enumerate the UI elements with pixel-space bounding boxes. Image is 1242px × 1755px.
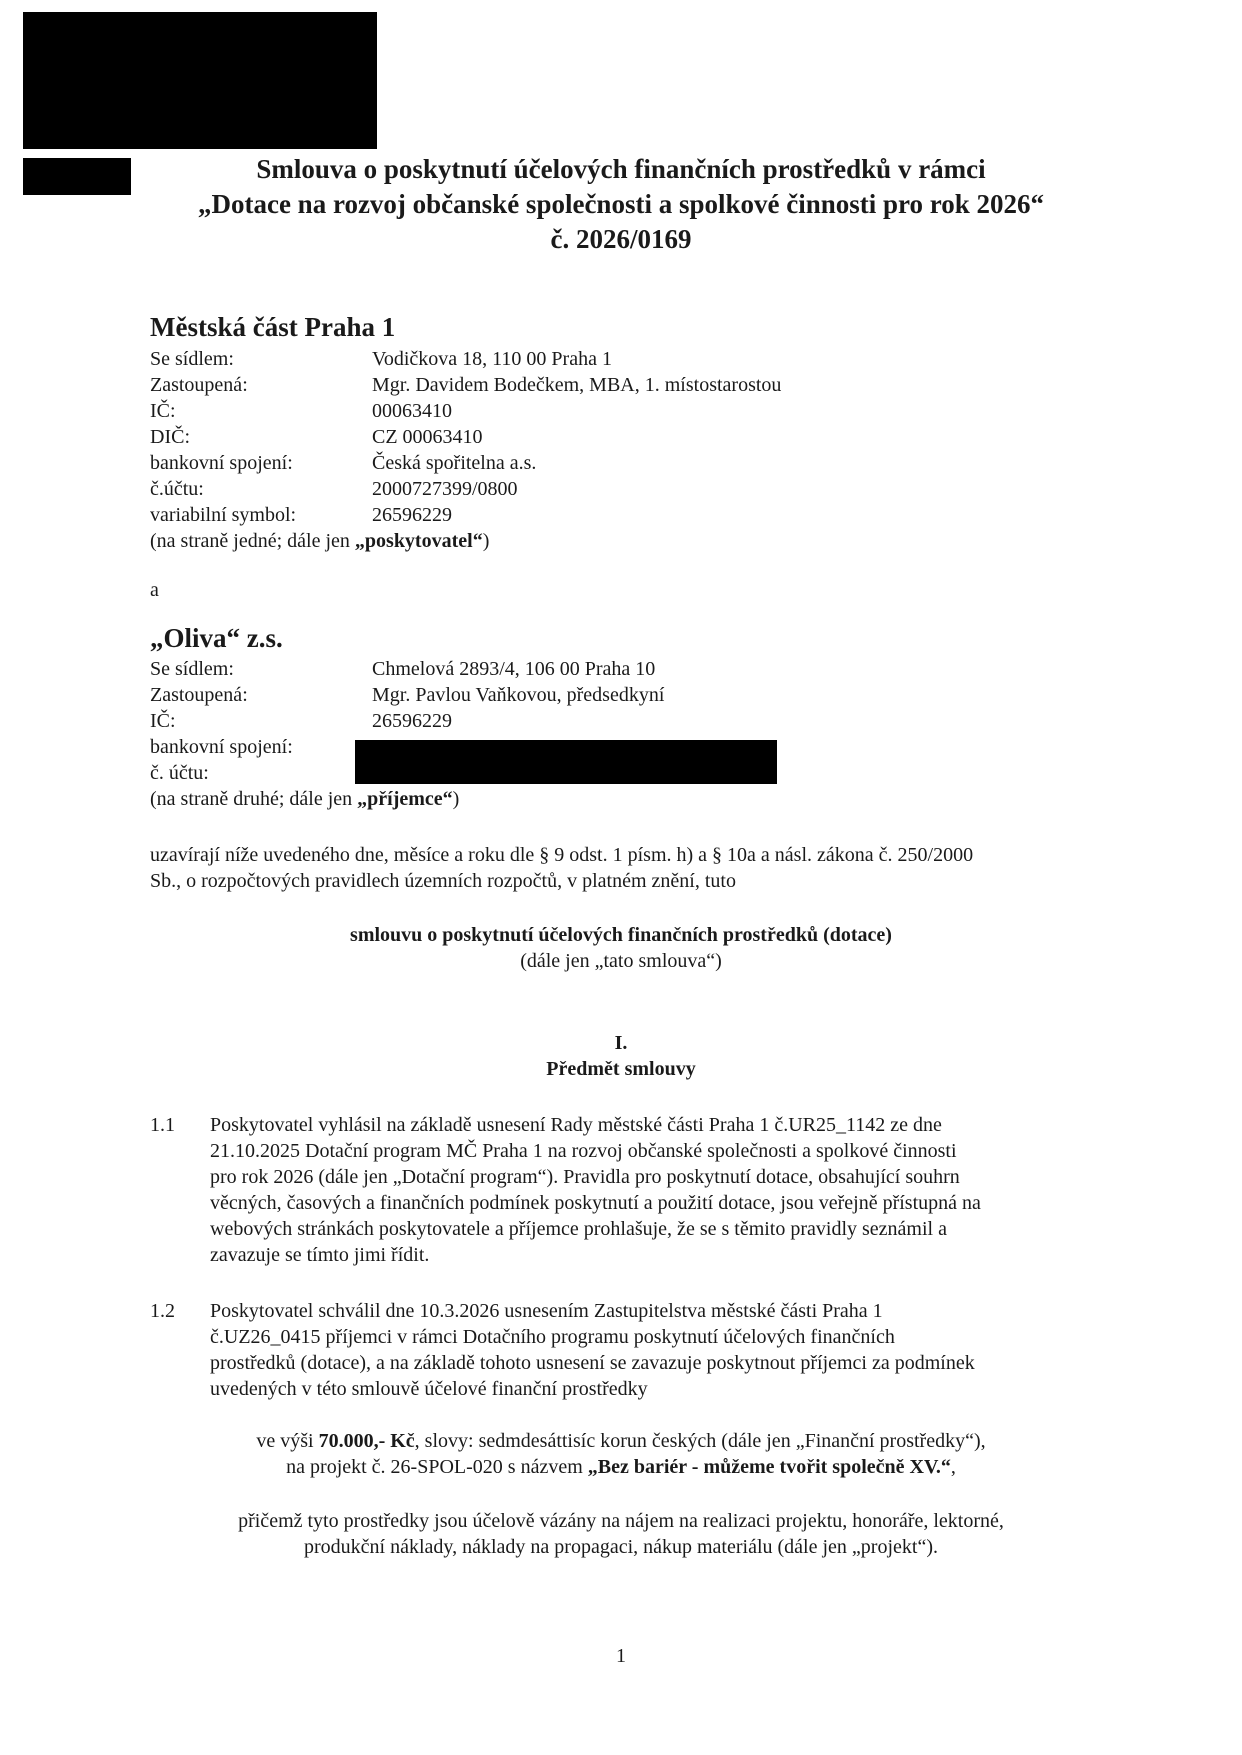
recipient-note: (na straně druhé; dále jen „příjemce“)	[150, 788, 460, 810]
purpose-line-1: přičemž tyto prostředky jsou účelově vázány na nájem na realizaci projektu, honoráře, lektorné,	[238, 1510, 1004, 1532]
redaction-top	[23, 12, 377, 149]
clause-line: Poskytovatel schválil dne 10.3.2026 usnesením Zastupitelstva městské části Praha 1	[210, 1300, 883, 1322]
title-line-2: „Dotace na rozvoj občanské společnosti a spolkové činnosti pro rok 2026“	[197, 189, 1045, 219]
section-number: I.	[614, 1032, 628, 1054]
clause-number: 1.1	[150, 1114, 175, 1136]
clause-line: webových stránkách poskytovatele a příjemce prohlašuje, že se s těmito pravidly seznámil a	[210, 1218, 947, 1240]
page-number: 1	[616, 1645, 626, 1667]
amount-line-2: na projekt č. 26-SPOL-020 s názvem „Bez bariér - můžeme tvořit společně XV.“,	[286, 1456, 956, 1478]
purpose-line-2: produkční náklady, náklady na propagaci, nákup materiálu (dále jen „projekt“).	[303, 1536, 938, 1558]
amount-line-1: ve výši 70.000,- Kč, slovy: sedmdesáttisíc korun českých (dále jen „Finanční prostředky“),	[256, 1430, 986, 1452]
provider-note: (na straně jedné; dále jen „poskytovatel“)	[150, 530, 490, 552]
title-line-1: Smlouva o poskytnutí účelových finančních prostředků v rámci	[256, 154, 986, 184]
recipient-name: „Oliva“ z.s.	[150, 623, 283, 653]
contract-heading-sub: (dále jen „tato smlouva“)	[520, 950, 722, 972]
section-title: Předmět smlouvy	[546, 1058, 696, 1080]
clause-line: prostředků (dotace), a na základě tohoto usnesení se zavazuje poskytnout příjemci za podmínek	[210, 1352, 975, 1374]
title-line-3: č. 2026/0169	[550, 224, 692, 254]
provider-name: Městská část Praha 1	[150, 312, 396, 342]
clause-line: uvedených v této smlouvě účelové finanční prostředky	[210, 1378, 648, 1400]
clause-line: pro rok 2026 (dále jen „Dotační program“). Pravidla pro poskytnutí dotace, obsahující souhrn	[210, 1166, 960, 1188]
redaction-bank	[355, 740, 777, 784]
contract-heading: smlouvu o poskytnutí účelových finančních prostředků (dotace)	[350, 924, 892, 946]
clause-number: 1.2	[150, 1300, 175, 1322]
clause-line: věcných, časových a finančních podmínek poskytnutí a použití dotace, jsou veřejně přístupná na	[210, 1192, 981, 1214]
intro-line-1: uzavírají níže uvedeného dne, měsíce a roku dle § 9 odst. 1 písm. h) a § 10a a násl. zákona č. 250/2000	[150, 844, 974, 866]
clause-line: 21.10.2025 Dotační program MČ Praha 1 na rozvoj občanské společnosti a spolkové činnosti	[210, 1140, 957, 1162]
clause-line: zavazuje se tímto jimi řídit.	[210, 1244, 430, 1266]
intro-line-2: Sb., o rozpočtových pravidlech územních rozpočtů, v platném znění, tuto	[150, 870, 736, 892]
clause-line: Poskytovatel vyhlásil na základě usnesení Rady městské části Praha 1 č.UR25_1142 ze dne	[210, 1114, 942, 1136]
clause-line: č.UZ26_0415 příjemci v rámci Dotačního programu poskytnutí účelových finančních	[210, 1326, 895, 1348]
conjunction: a	[150, 579, 159, 601]
